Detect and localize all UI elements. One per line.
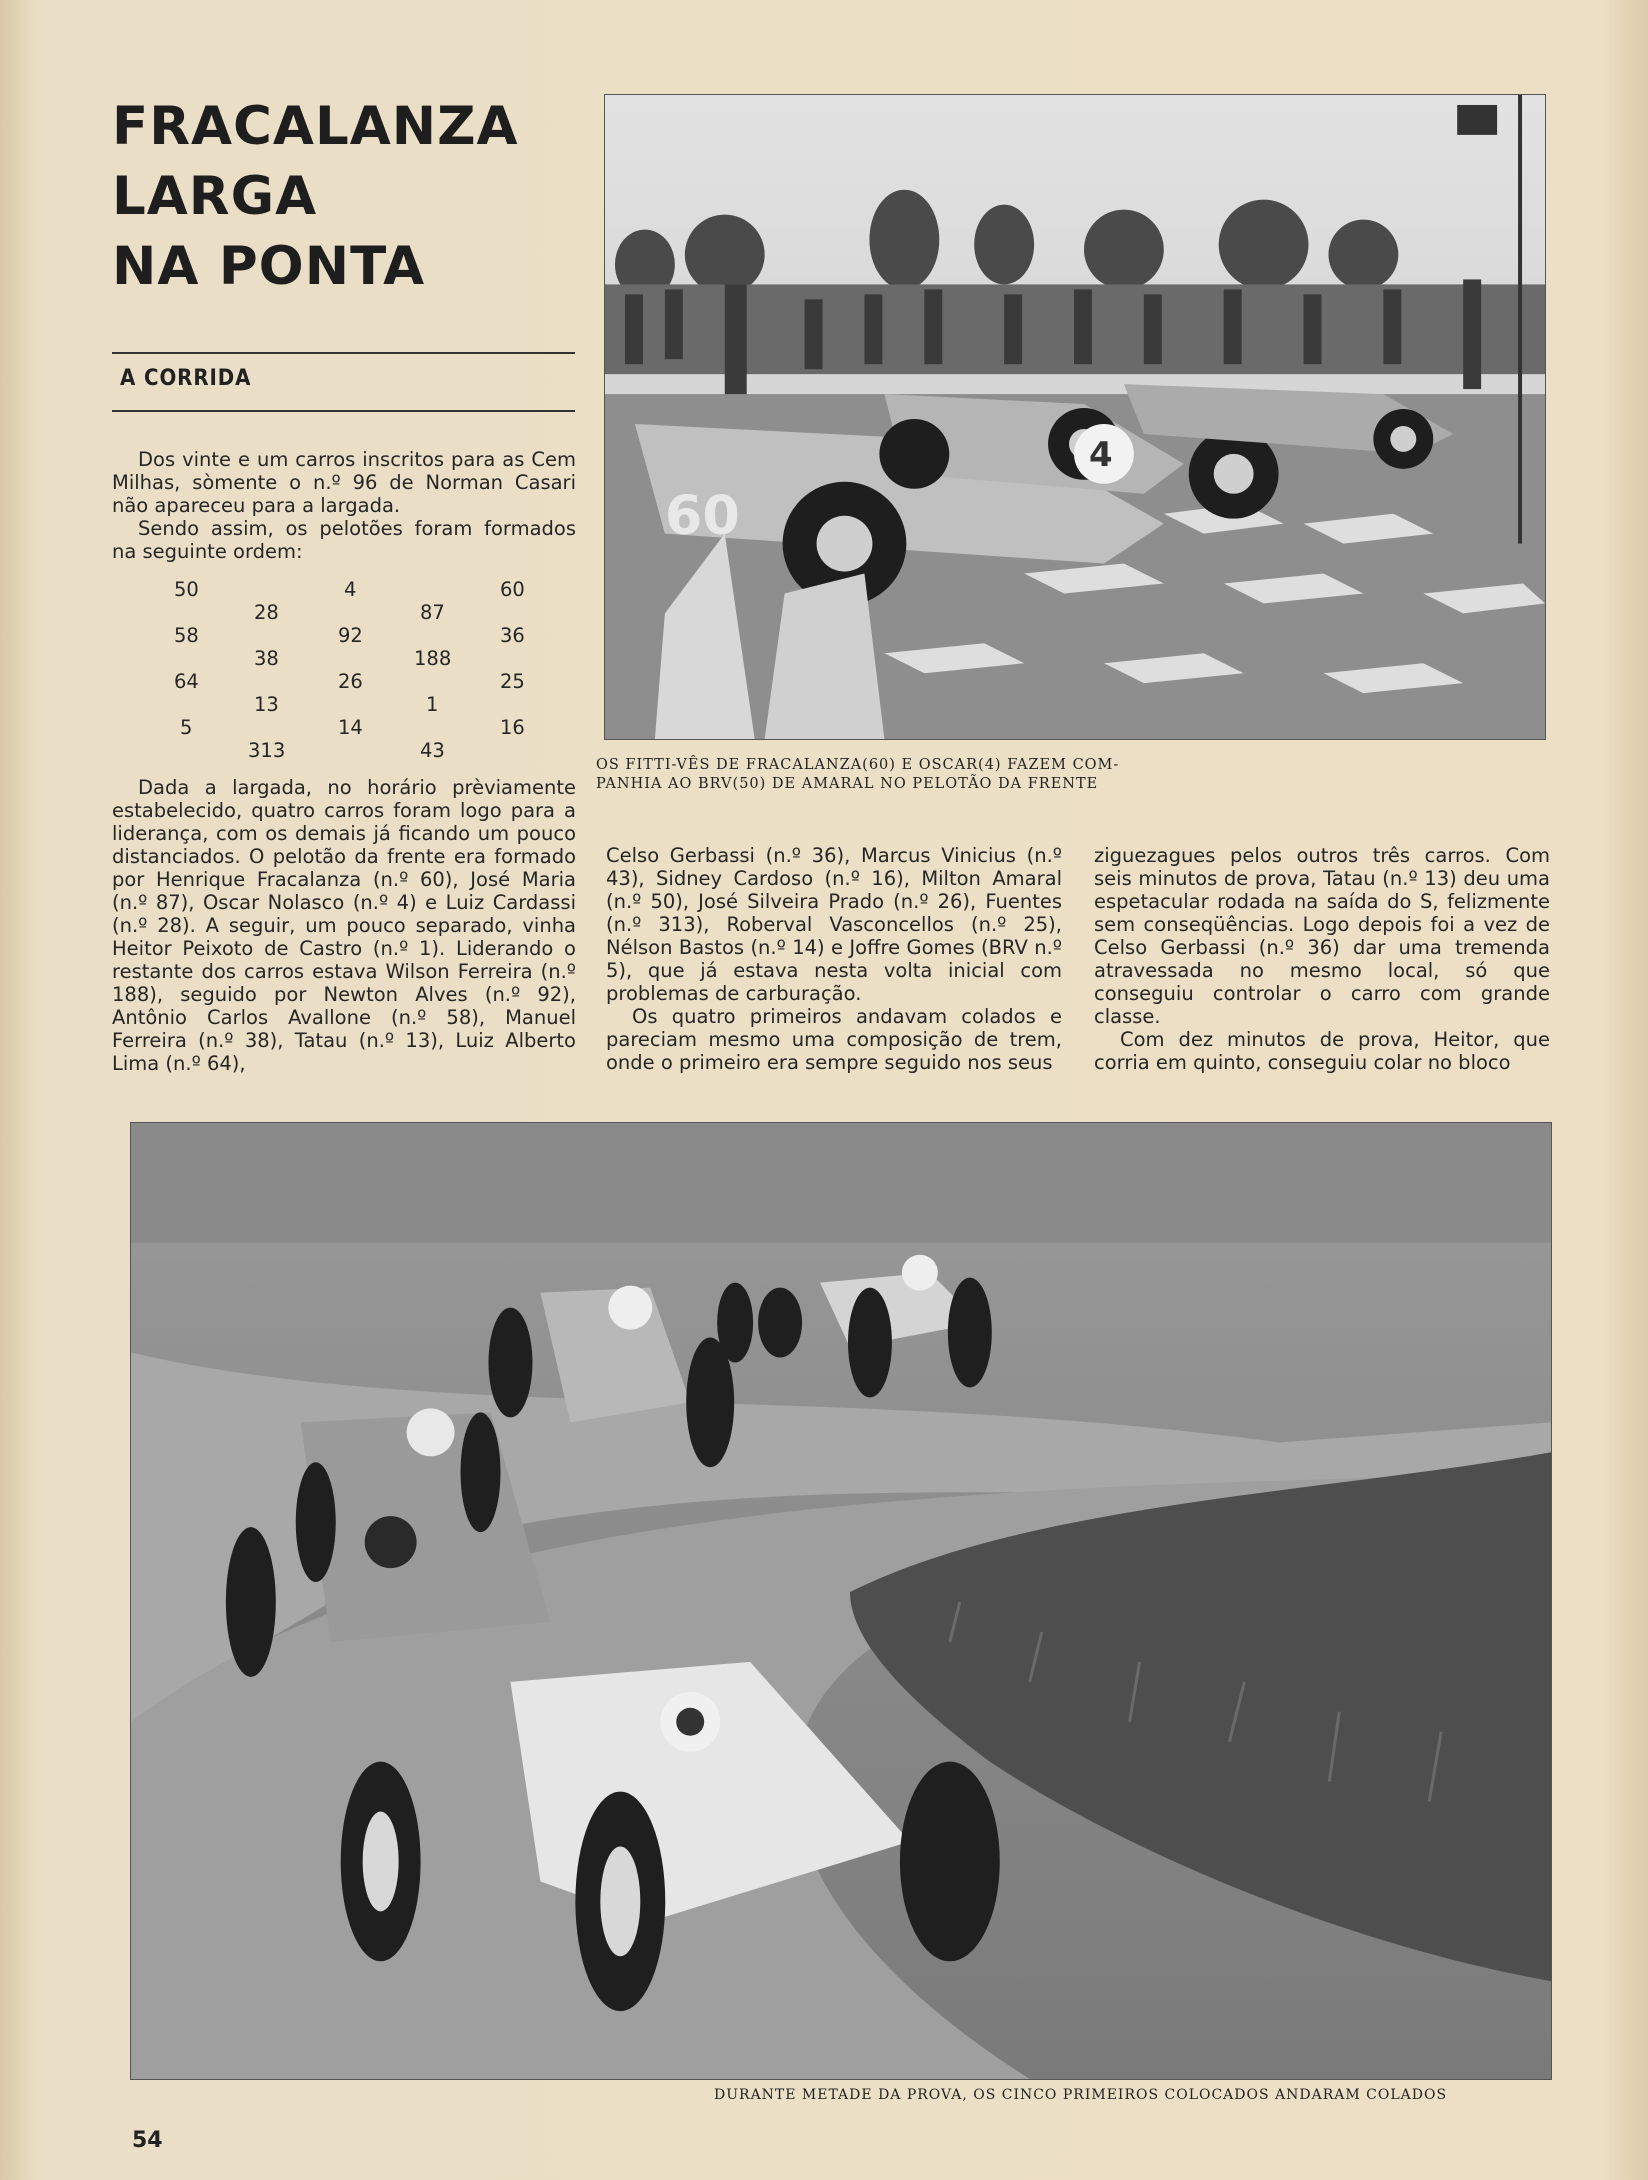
top-caption-line-1: OS FITTI-VÊS DE FRACALANZA(60) E OSCAR(4) FAZEM COM- — [596, 757, 1120, 773]
grid-number: 16 — [500, 716, 525, 739]
car-number-60: 60 — [664, 483, 740, 547]
grid-number: 25 — [500, 670, 525, 693]
grid-number: 188 — [414, 647, 452, 670]
grid-number: 43 — [420, 739, 445, 762]
headline-line-2: LARGA — [112, 166, 318, 227]
column-1-paragraph: Dada a largada, no horário prèviamente estabelecido, quatro carros foram logo para a liderança, com os demais já ficando um pouco distanciados. O pelotão da frente era formado por Henrique Fracalanza (n.º 60), José Maria (n.º 87), Oscar Nolasco (n.º 4) e Luiz Cardassi (n.º 28). A seguir, um pouco separado, vinha Heitor Peixoto de Castro (n.º 1). Liderando o restante dos carros estava Wilson Ferreira (n.º 188), seguido por Newton Alves (n.º 92), Antônio Carlos Avallone (n.º 58), Manuel Ferreira (n.º 38), Tatau (n.º 13), Luiz Alberto Lima (n.º 64), — [112, 776, 576, 1075]
top-caption-line-2: PANHIA AO BRV(50) DE AMARAL NO PELOTÃO DA FRENTE — [596, 776, 1099, 792]
grid-number: 26 — [338, 670, 363, 693]
grid-photo — [604, 94, 1546, 740]
headline-line-3: NA PONTA — [112, 236, 426, 297]
grid-photo-illustration — [605, 95, 1545, 739]
column-3-text — [1094, 844, 1550, 1074]
grid-number: 60 — [500, 578, 525, 601]
bottom-photo-caption: DURANTE METADE DA PROVA, OS CINCO PRIMEIROS COLOCADOS ANDARAM COLADOS — [714, 2087, 1448, 2103]
intro-text — [112, 448, 576, 563]
page-number: 54 — [132, 2128, 163, 2153]
section-rule-top — [112, 352, 575, 354]
starting-grid — [152, 578, 552, 763]
race-photo-illustration — [131, 1123, 1551, 2079]
section-title: A CORRIDA — [120, 366, 252, 391]
grid-number: 4 — [344, 578, 357, 601]
grid-number: 13 — [254, 693, 279, 716]
headline-line-1: FRACALANZA — [112, 96, 519, 157]
grid-number: 38 — [254, 647, 279, 670]
grid-number: 14 — [338, 716, 363, 739]
grid-number: 1 — [426, 693, 439, 716]
car-number-4: 4 — [1088, 434, 1113, 474]
headline — [112, 92, 572, 302]
column-2-paragraph-2: Os quatro primeiros andavam colados e pareciam mesmo uma composição de trem, onde o primeiro era sempre seguido nos seus — [606, 1005, 1062, 1074]
grid-number: 50 — [174, 578, 199, 601]
column-2-text — [606, 844, 1062, 1074]
column-3-paragraph-1: ziguezagues pelos outros três carros. Com seis minutos de prova, Tatau (n.º 13) deu uma espetacular rodada na saída do S, felizmente sem conseqüências. Logo depois foi a vez de Celso Gerbassi (n.º 36) dar uma tremenda atravessada no mesmo local, só que conseguiu controlar o carro com grande classe. — [1094, 844, 1550, 1028]
section-rule-bottom — [112, 410, 575, 412]
intro-paragraph-2: Sendo assim, os pelotões foram formados na seguinte ordem: — [112, 517, 576, 563]
intro-paragraph-1: Dos vinte e um carros inscritos para as Cem Milhas, sòmente o n.º 96 de Norman Casari não apareceu para a largada. — [112, 448, 576, 517]
grid-number: 92 — [338, 624, 363, 647]
race-photo — [130, 1122, 1552, 2080]
column-2-paragraph-1: Celso Gerbassi (n.º 36), Marcus Vinicius (n.º 43), Sidney Cardoso (n.º 16), Milton Amaral (n.º 50), José Silveira Prado (n.º 26), Fuentes (n.º 313), Roberval Vasconcellos (n.º 25), Nélson Bastos (n.º 14) e Joffre Gomes (BRV n.º 5), que já estava nesta volta inicial com problemas de carburação. — [606, 844, 1062, 1005]
top-photo-caption — [596, 756, 1196, 794]
grid-number: 28 — [254, 601, 279, 624]
grid-number: 64 — [174, 670, 199, 693]
column-1-text — [112, 776, 576, 1075]
column-3-paragraph-2: Com dez minutos de prova, Heitor, que corria em quinto, conseguiu colar no bloco — [1094, 1028, 1550, 1074]
grid-number: 87 — [420, 601, 445, 624]
grid-number: 58 — [174, 624, 199, 647]
grid-number: 36 — [500, 624, 525, 647]
grid-number: 5 — [180, 716, 193, 739]
grid-number: 313 — [248, 739, 286, 762]
